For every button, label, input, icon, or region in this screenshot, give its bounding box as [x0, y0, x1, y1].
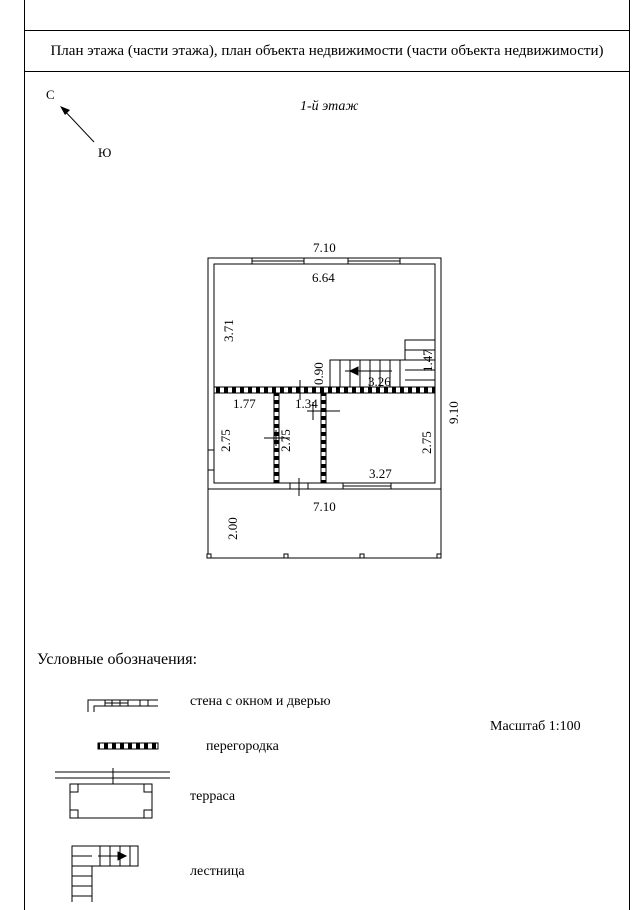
legend-partition-symbol	[98, 743, 158, 749]
dim-room-left-width: 1.77	[233, 396, 256, 411]
legend-terrace-label: терраса	[190, 789, 236, 804]
legend-title: Условные обозначения:	[37, 651, 198, 668]
partition-vertical-right	[321, 393, 326, 483]
dim-bottom-outer: 7.10	[313, 499, 336, 514]
floor-label: 1-й этаж	[300, 99, 359, 114]
top-window-left	[252, 258, 304, 264]
left-window	[208, 450, 214, 470]
legend-wall-label: стена с окном и дверью	[190, 694, 331, 709]
dim-terrace-depth: 2.00	[225, 517, 240, 540]
compass-arrow-icon	[60, 106, 94, 142]
dim-room-right-height: 2.75	[419, 431, 434, 454]
dim-room-mid-width: 1.34	[295, 396, 318, 411]
dim-right-total: 9.10	[446, 401, 461, 424]
top-window-right	[348, 258, 400, 264]
dim-stair-width: 3.26	[368, 374, 391, 389]
entry-door	[290, 478, 308, 496]
dim-top-inner: 6.64	[312, 270, 335, 285]
partition-horizontal	[214, 387, 435, 393]
dim-top-outer: 7.10	[313, 240, 336, 255]
legend-wall-symbol	[88, 700, 158, 712]
dim-room-left-height: 2.75	[218, 429, 233, 452]
compass-south-label: Ю	[98, 145, 112, 160]
dim-stair-right: 1.47	[420, 349, 435, 372]
dim-room-mid-height: 2.75	[278, 429, 293, 452]
dim-left-upper: 3.71	[221, 319, 236, 342]
legend-terrace-symbol	[55, 768, 170, 818]
dim-room-right-width: 3.27	[369, 466, 392, 481]
legend-stairs-symbol	[72, 846, 138, 902]
legend-partition-label: перегородка	[206, 739, 279, 754]
compass-north-label: С	[46, 87, 55, 102]
plan-header-title: План этажа (части этажа), план объекта недвижимости (части объекта недвижимости)	[24, 30, 630, 72]
dim-stair-height: 0.90	[311, 362, 326, 385]
legend-stairs-label: лестница	[190, 864, 245, 879]
scale-label: Масштаб 1:100	[490, 719, 581, 734]
bottom-window	[343, 483, 391, 489]
